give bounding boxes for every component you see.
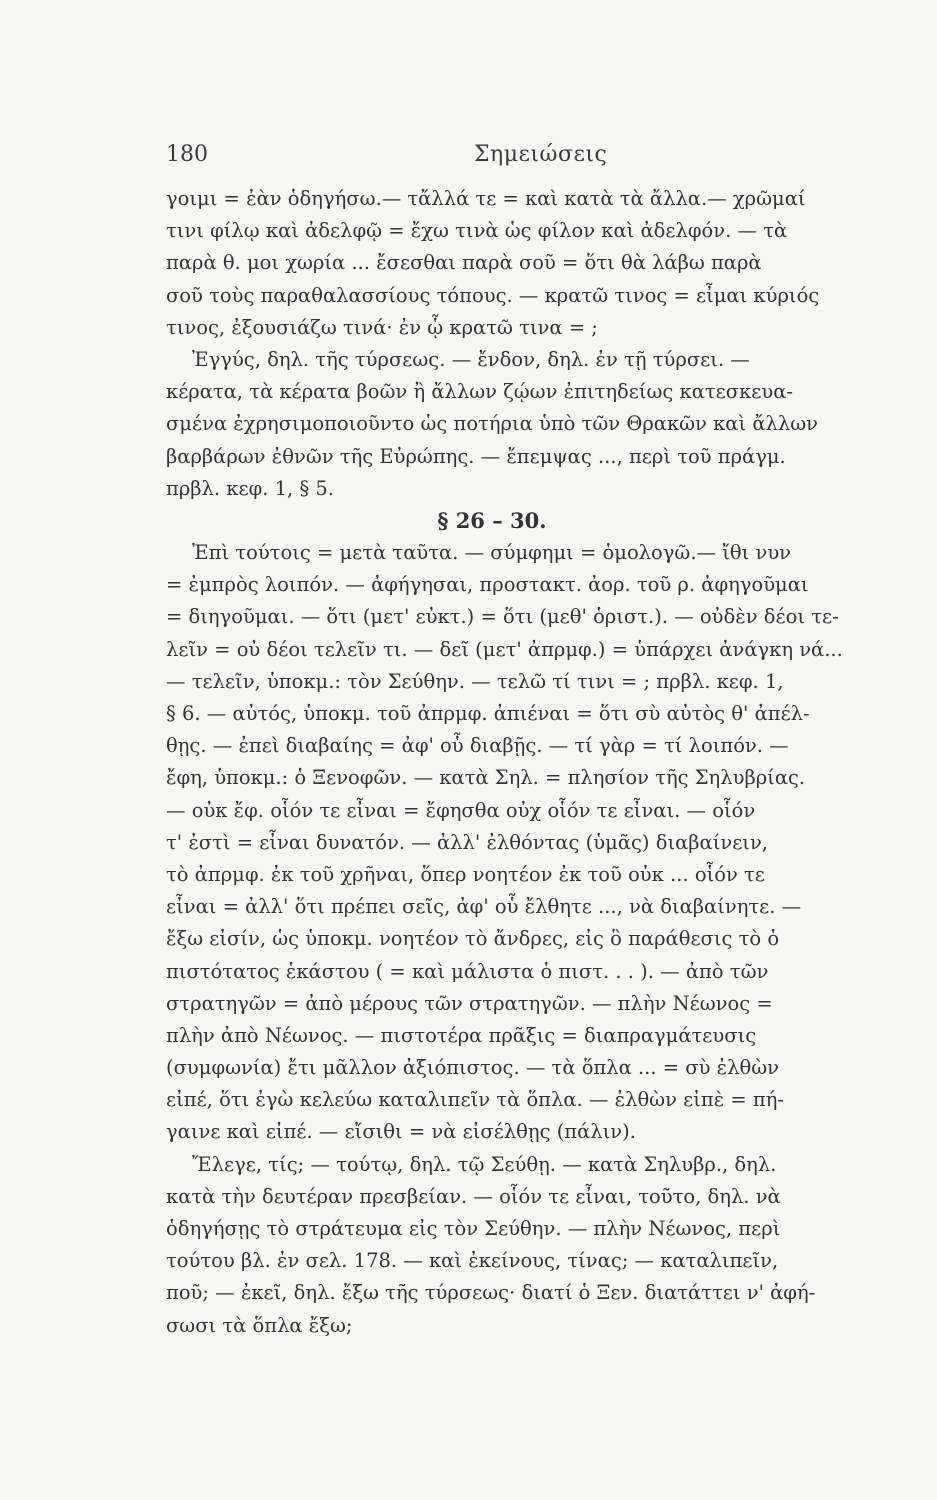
text-line: λεῖν = οὐ δέοι τελεῖν τι. — δεῖ (μετ' ἀπρμφ.) = ὑπάρχει ἀνάγκη νά...: [166, 637, 843, 661]
text-line: εἰπέ, ὅτι ἐγὼ κελεύω καταλιπεῖν τὰ ὅπλα. — ἐλθὼν εἰπὲ = πή-: [166, 1088, 784, 1112]
text-line: Ἔλεγε, τίς; — τούτῳ, δηλ. τῷ Σεύθῃ. — κατὰ Σηλυβρ., δηλ.: [192, 1152, 777, 1176]
text-line: τινος, ἐξουσιάζω τινά· ἐν ᾧ κρατῶ τινα = ;: [166, 315, 598, 339]
text-line: ἔξω εἰσίν, ὡς ὑποκμ. νοητέον τὸ ἄνδρες, εἰς ὃ παράθεσις τὸ ὁ: [166, 927, 780, 951]
text-line: κέρατα, τὰ κέρατα βοῶν ἢ ἄλλων ζῴων ἐπιτηδείως κατεσκευα-: [166, 380, 793, 404]
text-line: εἶναι = ἀλλ' ὅτι πρέπει σεῖς, ἀφ' οὗ ἔλθητε ..., νὰ διαβαίνητε. —: [166, 895, 802, 919]
text-line: πλὴν ἀπὸ Νέωνος. — πιστοτέρα πρᾶξις = διαπραγμάτευσις: [166, 1023, 757, 1047]
section-heading: § 26 – 30.: [437, 507, 547, 533]
text-line: = ἐμπρὸς λοιπόν. — ἀφήγησαι, προστακτ. ἀορ. τοῦ ρ. ἀφηγοῦμαι: [166, 573, 809, 597]
text-line: ἔφη, ὑποκμ.: ὁ Ξενοφῶν. — κατὰ Σηλ. = πλησίον τῆς Σηλυβρίας.: [166, 766, 806, 790]
text-line: παρὰ θ. μοι χωρία ... ἔσεσθαι παρὰ σοῦ = ὅτι θὰ λάβω παρὰ: [166, 251, 762, 275]
text-line: σμένα ἐχρησιμοποιοῦντο ὡς ποτήρια ὑπὸ τῶν Θρακῶν καὶ ἄλλων: [166, 412, 818, 436]
text-line: — οὐκ ἔφ. οἷόν τε εἶναι = ἔφησθα οὐχ οἷόν τε εἶναι. — οἷόν: [166, 798, 756, 822]
running-title: Σημειώσεις: [474, 142, 608, 167]
text-line: = διηγοῦμαι. — ὅτι (μετ' εὐκτ.) = ὅτι (μεθ' ὁριστ.). — οὐδὲν δέοι τε-: [166, 605, 839, 629]
text-line: βαρβάρων ἐθνῶν τῆς Εὐρώπης. — ἔπεμψας ..., περὶ τοῦ πράγμ.: [166, 444, 786, 468]
text-line: ὁδηγήσῃς τὸ στράτευμα εἰς τὸν Σεύθην. — πλὴν Νέωνος, περὶ: [166, 1217, 781, 1240]
text-line: τ' ἐστὶ = εἶναι δυνατόν. — ἀλλ' ἐλθόντας (ὑμᾶς) διαβαίνειν,: [166, 830, 769, 854]
text-line: στρατηγῶν = ἀπὸ μέρους τῶν στρατηγῶν. — πλὴν Νέωνος =: [166, 991, 773, 1015]
text-line: θῃς. — ἐπεὶ διαβαίης = ἀφ' οὗ διαβῇς. — τί γὰρ = τί λοιπόν. —: [166, 734, 789, 758]
text-line: σοῦ τοὺς παραθαλασσίους τόπους. — κρατῶ τινος = εἶμαι κύριός: [166, 283, 820, 307]
text-line: § 6. — αὐτός, ὑποκμ. τοῦ ἀπρμφ. ἀπιέναι = ὅτι σὺ αὐτὸς θ' ἀπέλ-: [166, 702, 810, 725]
text-line: τούτου βλ. ἐν σελ. 178. — καὶ ἐκείνους, τίνας; — καταλιπεῖν,: [166, 1249, 779, 1273]
page-number: 180: [166, 142, 208, 167]
notes-body: [166, 183, 898, 1342]
text-line: γαινε καὶ εἰπέ. — εἴσιθι = νὰ εἰσέλθῃς (πάλιν).: [166, 1120, 636, 1144]
text-line: τὸ ἀπρμφ. ἐκ τοῦ χρῆναι, ὅπερ νοητέον ἐκ τοῦ οὐκ ... οἷόν τε: [166, 862, 765, 886]
text-line: (συμφωνία) ἔτι μᾶλλον ἀξιόπιστος. — τὰ ὅπλα ... = σὺ ἐλθὼν: [166, 1056, 779, 1080]
text-line: σωσι τὰ ὅπλα ἔξω;: [166, 1313, 353, 1337]
text-line: πιστότατος ἑκάστου ( = καὶ μάλιστα ὁ πιστ. . . ). — ἀπὸ τῶν: [166, 959, 769, 983]
text-line: — τελεῖν, ὑποκμ.: τὸν Σεύθην. — τελῶ τί τινι = ; πρβλ. κεφ. 1,: [166, 669, 784, 693]
page-header: [166, 142, 766, 178]
text-line: Ἐγγύς, δηλ. τῆς τύρσεως. — ἔνδον, δηλ. ἐν τῇ τύρσει. —: [192, 347, 750, 371]
text-line: κατὰ τὴν δευτέραν πρεσβείαν. — οἷόν τε εἶναι, τοῦτο, δηλ. νὰ: [166, 1184, 781, 1208]
text-line: τινι φίλῳ καὶ ἀδελφῷ = ἔχω τινὰ ὡς φίλον καὶ ἀδελφόν. — τὰ: [166, 219, 788, 243]
text-line: ποῦ; — ἐκεῖ, δηλ. ἔξω τῆς τύρσεως· διατί ὁ Ξεν. διατάττει ν' ἀφή-: [166, 1281, 816, 1305]
text-line: πρβλ. κεφ. 1, § 5.: [166, 476, 335, 500]
text-line: Ἐπὶ τούτοις = μετὰ ταῦτα. — σύμφημι = ὁμολογῶ.— ἴθι νυν: [192, 541, 792, 565]
text-line: γοιμι = ἐὰν ὁδηγήσω.— τἄλλά τε = καὶ κατὰ τὰ ἄλλα.— χρῶμαί: [166, 187, 806, 210]
